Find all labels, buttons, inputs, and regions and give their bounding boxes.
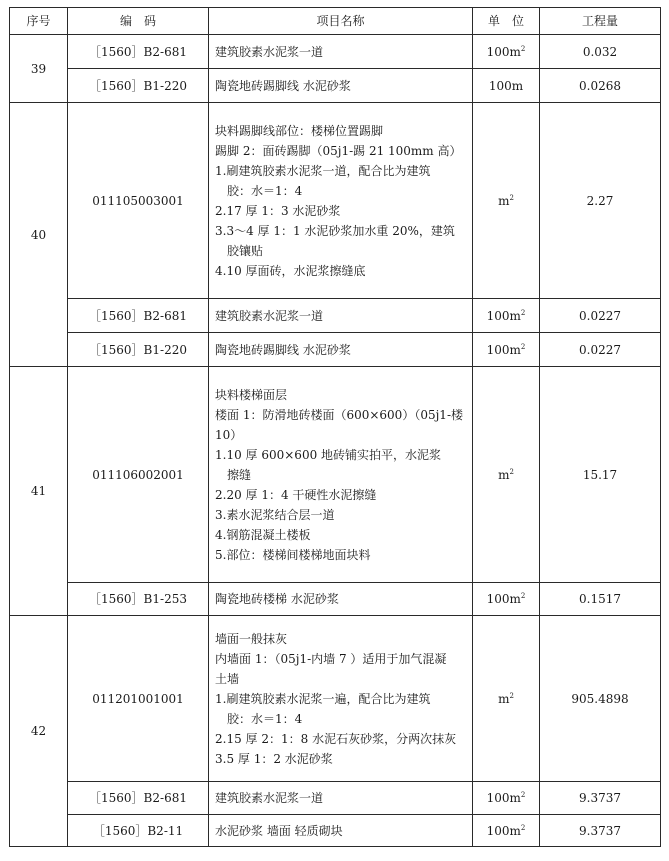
unit-superscript: 2 <box>520 44 526 53</box>
item-name-line: 胶镶贴 <box>215 243 264 258</box>
item-unit <box>473 616 540 782</box>
table-row <box>10 583 661 616</box>
row-number: 39 <box>10 35 68 103</box>
item-name-line: 建筑胶素水泥浆一道 <box>215 791 324 805</box>
item-unit <box>473 103 540 299</box>
unit-base: 100m <box>486 308 521 323</box>
item-name-line: 踢脚 2：面砖踢脚（05j1-踢 21 100mm 高） <box>215 143 462 158</box>
item-name <box>209 815 473 847</box>
item-name-line: 内墙面 1：（05j1-内墙 7 ）适用于加气混凝 <box>215 651 447 666</box>
item-name <box>209 299 473 333</box>
table-body <box>10 35 661 847</box>
item-name-line: 块料踢脚线部位：楼梯位置踢脚 <box>215 123 384 138</box>
unit-base: m <box>498 691 510 706</box>
item-name-line: 10） <box>215 427 243 442</box>
item-name <box>209 583 473 616</box>
table-header-row <box>10 8 661 35</box>
item-name-line: 3.3～4 厚 1：1 水泥砂浆加水重 20%，建筑 <box>215 223 455 238</box>
unit-superscript: 2 <box>520 791 526 799</box>
unit-superscript: 2 <box>520 342 526 351</box>
item-unit <box>473 333 540 367</box>
table-row <box>10 367 661 583</box>
item-quantity: 0.0227 <box>540 299 661 333</box>
item-name-line: 4.钢筋混凝土楼板 <box>215 527 311 542</box>
unit-superscript: 2 <box>509 691 514 700</box>
item-code: ［1560］B1-253 <box>68 583 209 616</box>
item-name-line: 楼面 1：防滑地砖楼面（600×600）（05j1-楼 <box>215 407 463 422</box>
item-name-line: 2.15 厚 2：1：8 水泥石灰砂浆，分两次抹灰 <box>215 731 457 746</box>
item-quantity: 0.0227 <box>540 333 661 367</box>
item-name-line: 擦缝 <box>215 467 252 482</box>
item-name-line: 水泥砂浆 墙面 轻质砌块 <box>215 823 343 838</box>
table-row <box>10 35 661 69</box>
item-unit <box>473 367 540 583</box>
header-unit: 单 位 <box>473 8 540 35</box>
item-quantity: 0.0268 <box>540 69 661 103</box>
item-name <box>209 103 473 299</box>
unit-base: 100m <box>486 592 521 606</box>
item-unit <box>473 815 540 847</box>
unit-base: m <box>498 193 510 208</box>
item-quantity: 0.032 <box>540 35 661 69</box>
item-code: ［1560］B2-681 <box>68 299 209 333</box>
unit-superscript: 2 <box>509 467 514 476</box>
item-name <box>209 69 473 103</box>
item-code: ［1560］B1-220 <box>68 69 209 103</box>
header-name: 项目名称 <box>209 8 473 35</box>
item-name <box>209 782 473 815</box>
unit-superscript: 2 <box>520 823 526 832</box>
table-row <box>10 616 661 782</box>
item-name-line: 1.刷建筑胶素水泥浆一道，配合比为建筑 <box>215 163 431 178</box>
item-name-line: 1.刷建筑胶素水泥浆一遍，配合比为建筑 <box>215 691 431 706</box>
item-name-line: 3.5 厚 1：2 水泥砂浆 <box>215 751 333 766</box>
unit-base: m <box>498 467 510 482</box>
item-name-line: 陶瓷地砖楼梯 水泥砂浆 <box>215 592 339 606</box>
item-quantity: 9.3737 <box>540 782 661 815</box>
item-name <box>209 367 473 583</box>
item-unit <box>473 583 540 616</box>
item-quantity: 905.4898 <box>540 616 661 782</box>
item-code: ［1560］B2-681 <box>68 35 209 69</box>
item-quantity: 0.1517 <box>540 583 661 616</box>
item-quantity: 2.27 <box>540 103 661 299</box>
unit-base: 100m <box>486 791 521 805</box>
table-row <box>10 103 661 299</box>
table-row <box>10 299 661 333</box>
item-unit <box>473 35 540 69</box>
item-name-line: 建筑胶素水泥浆一道 <box>215 308 324 323</box>
item-name-line: 2.17 厚 1：3 水泥砂浆 <box>215 203 341 218</box>
item-code: ［1560］B2-681 <box>68 782 209 815</box>
unit-base: 100m <box>486 342 521 357</box>
item-name <box>209 333 473 367</box>
item-code: 011105003001 <box>68 103 209 299</box>
item-name-line: 墙面一般抹灰 <box>215 631 288 646</box>
header-code: 编 码 <box>68 8 209 35</box>
item-name-line: 1.10 厚 600×600 地砖铺实拍平，水泥浆 <box>215 447 442 462</box>
unit-superscript: 2 <box>520 308 526 317</box>
item-name-line: 土墙 <box>215 671 240 686</box>
item-unit <box>473 782 540 815</box>
item-unit <box>473 69 540 103</box>
item-name-line: 2.20 厚 1：4 干硬性水泥擦缝 <box>215 487 377 502</box>
item-name-line: 陶瓷地砖踢脚线 水泥砂浆 <box>215 78 351 93</box>
item-name-line: 块料楼梯面层 <box>215 387 288 402</box>
item-name <box>209 35 473 69</box>
item-name-line: 建筑胶素水泥浆一道 <box>215 44 324 59</box>
item-code: 011106002001 <box>68 367 209 583</box>
item-code: ［1560］B1-220 <box>68 333 209 367</box>
row-number: 42 <box>10 616 68 847</box>
table-row <box>10 333 661 367</box>
unit-superscript: 2 <box>509 193 514 202</box>
item-name <box>209 616 473 782</box>
table-row <box>10 69 661 103</box>
item-name-line: 陶瓷地砖踢脚线 水泥砂浆 <box>215 342 351 357</box>
item-name-line: 胶：水＝1：4 <box>215 711 303 726</box>
unit-base: 100m <box>486 823 521 838</box>
quantity-table <box>9 7 661 847</box>
item-code: ［1560］B2-11 <box>68 815 209 847</box>
item-name-line: 胶：水＝1：4 <box>215 183 303 198</box>
item-quantity: 15.17 <box>540 367 661 583</box>
item-quantity: 9.3737 <box>540 815 661 847</box>
table-row <box>10 815 661 847</box>
header-no: 序号 <box>10 8 68 35</box>
item-unit <box>473 299 540 333</box>
unit-superscript: 2 <box>520 592 526 600</box>
row-number: 41 <box>10 367 68 616</box>
item-code: 011201001001 <box>68 616 209 782</box>
item-name-line: 4.10 厚面砖，水泥浆擦缝底 <box>215 263 366 278</box>
header-qty: 工程量 <box>540 8 661 35</box>
item-name-line: 5.部位：楼梯间楼梯地面块料 <box>215 547 371 562</box>
row-number: 40 <box>10 103 68 367</box>
unit-base: 100m <box>488 78 524 93</box>
unit-base: 100m <box>486 44 521 59</box>
table-row <box>10 782 661 815</box>
item-name-line: 3.素水泥浆结合层一道 <box>215 507 335 522</box>
